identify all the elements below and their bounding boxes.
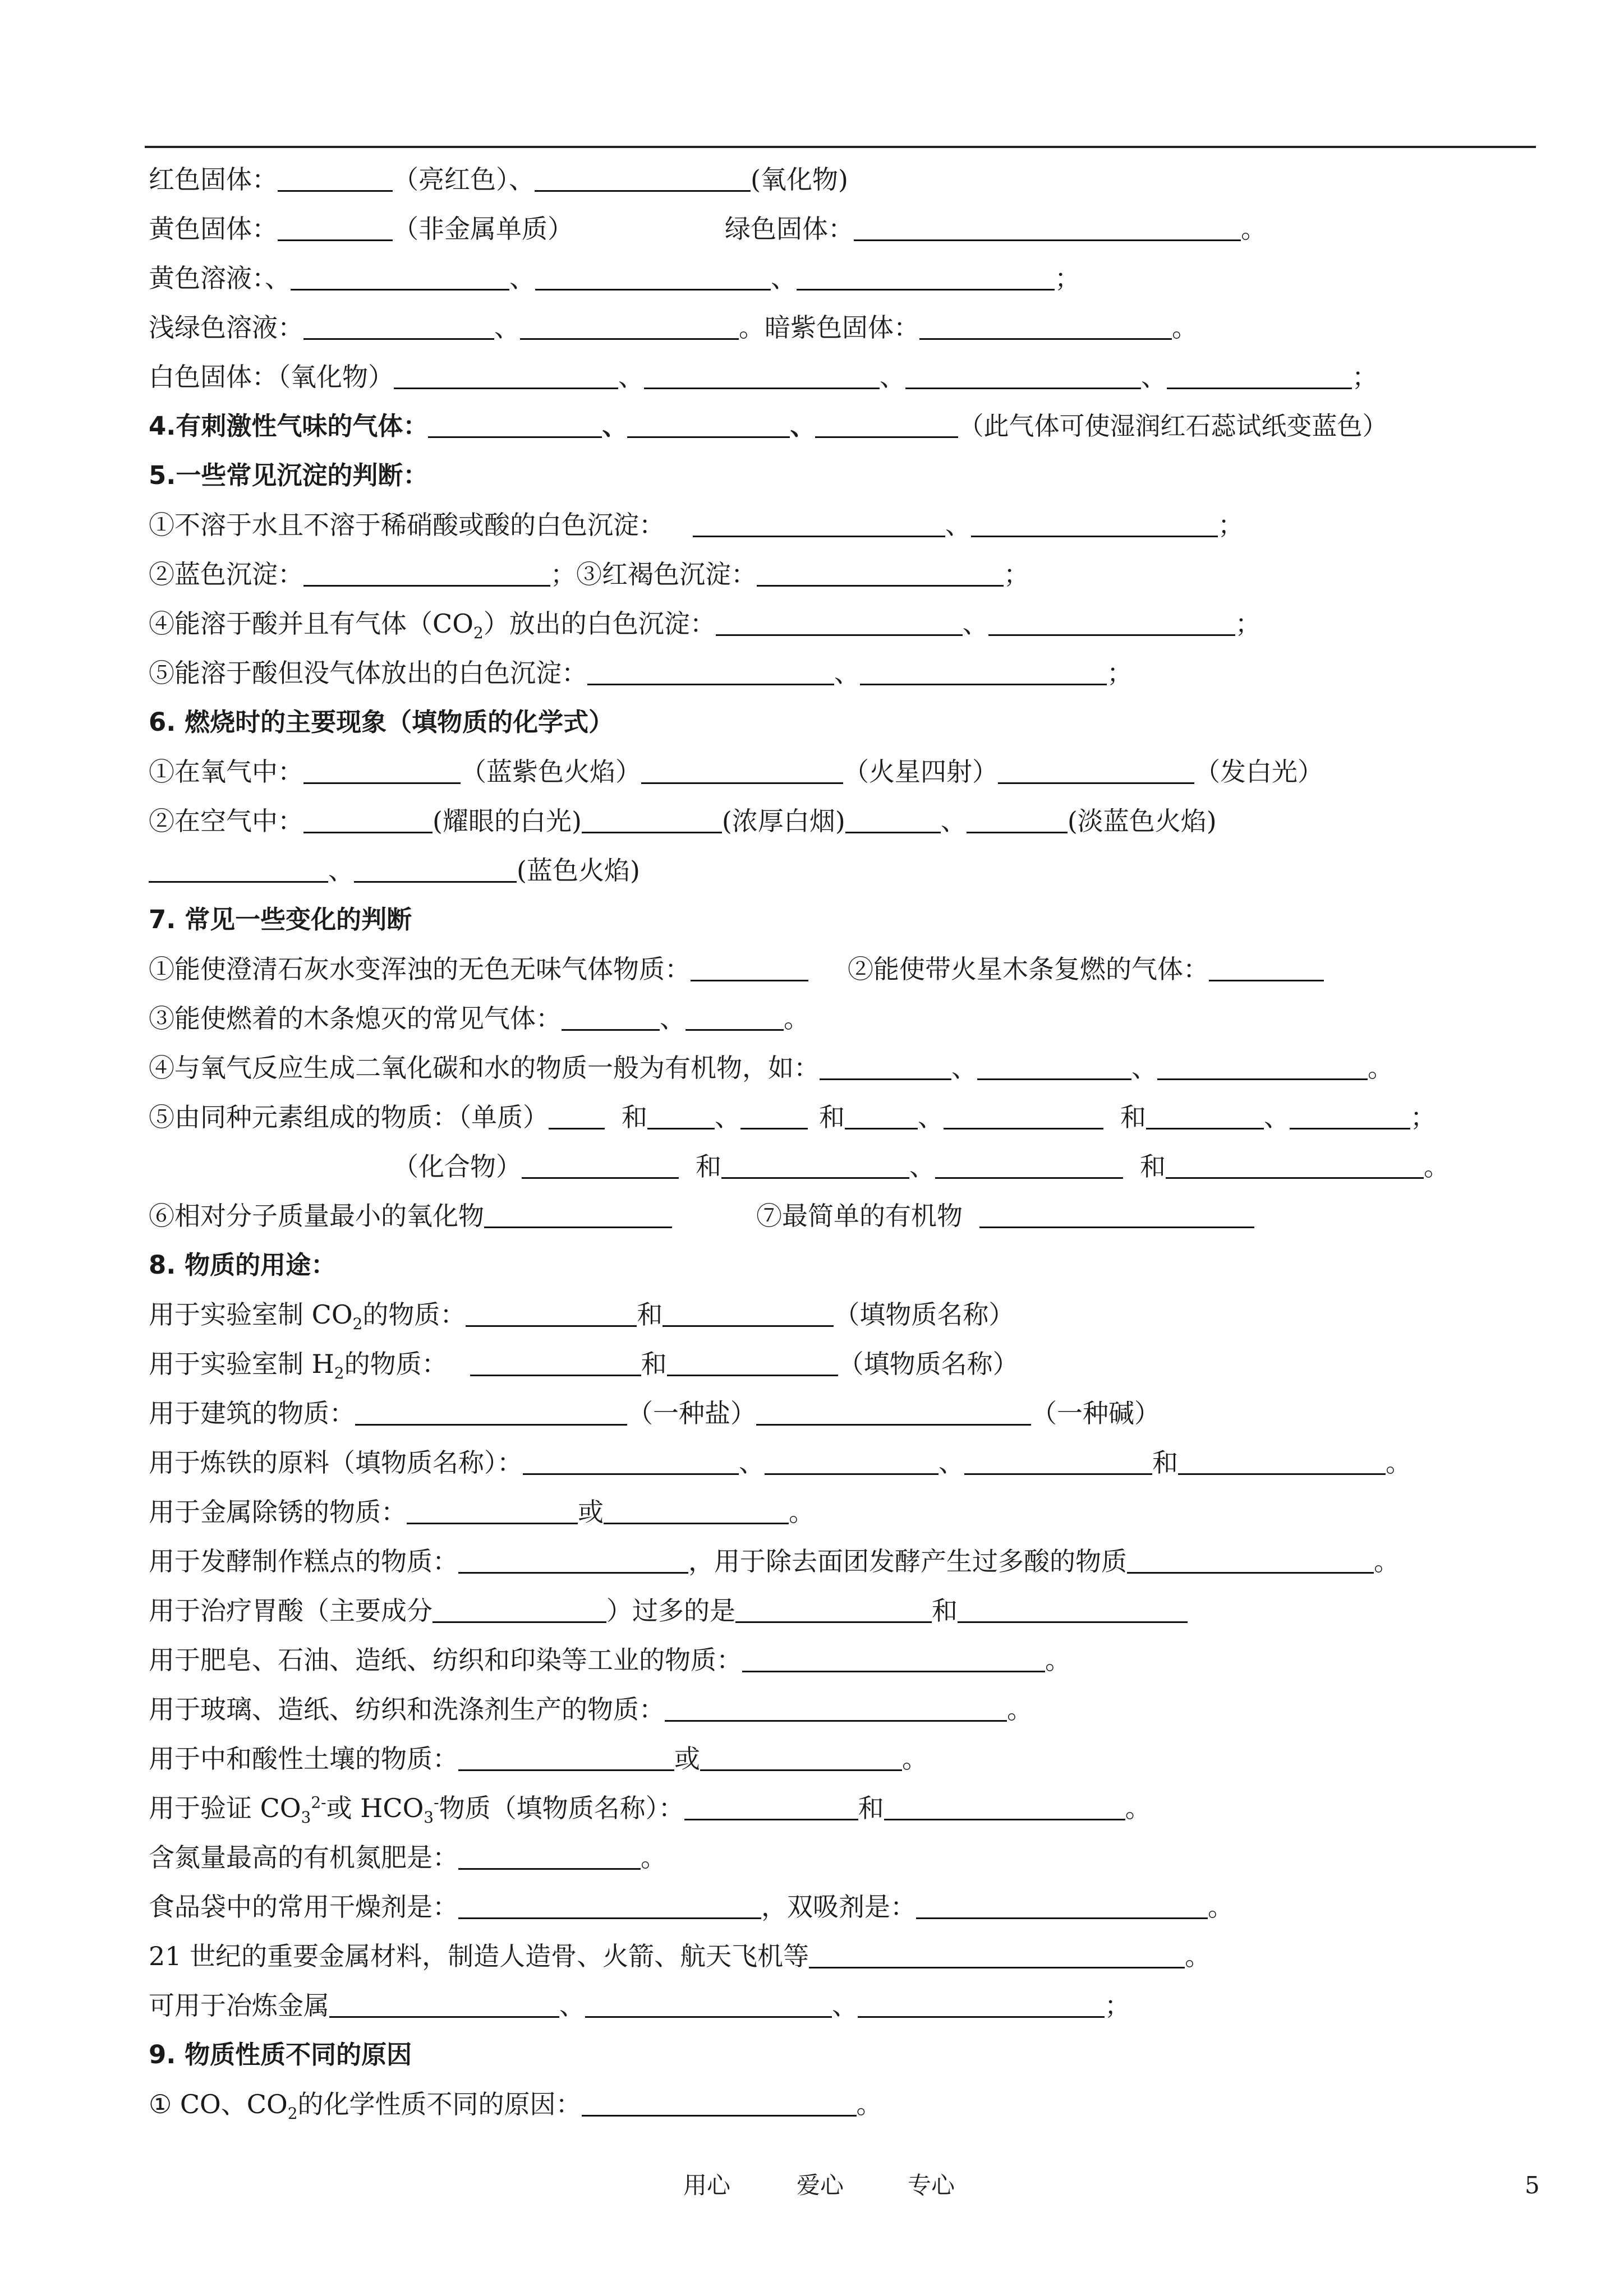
blank[interactable] — [520, 307, 739, 340]
blank[interactable] — [1166, 1146, 1424, 1179]
blank[interactable] — [484, 1195, 672, 1228]
blank[interactable] — [860, 652, 1107, 685]
blank[interactable] — [604, 1491, 789, 1524]
blank[interactable] — [354, 850, 517, 883]
heading-6: 6. 燃烧时的主要现象（填物质的化学式） — [149, 707, 614, 737]
blank[interactable] — [535, 257, 771, 291]
line-in-air: ②在空气中： (耀眼的白光) (浓厚白烟) 、 (淡蓝色火焰) — [149, 796, 1217, 846]
line-lab-h2: 用于实验室制 $H_2$的物质： 和 （填物质名称） — [149, 1339, 1019, 1389]
line-nitrogen-fertilizer: 含氮量最高的有机氮肥是： 。 — [149, 1833, 666, 1882]
blank[interactable] — [291, 257, 509, 291]
footer-text-2: 爱心 — [797, 2171, 844, 2199]
heading-8: 8. 物质的用途： — [149, 1250, 337, 1280]
line-acid-soluble-precipitate: ⑤能溶于酸但没气体放出的白色沉淀： 、 ； — [149, 648, 1133, 698]
line-co-co2: ① CO、$CO_2$的化学性质不同的原因： 。 — [149, 2080, 882, 2129]
line-glass-industry: 用于玻璃、造纸、纺织和洗涤剂生产的物质： 。 — [149, 1685, 1033, 1734]
line-in-oxygen: ①在氧气中： （蓝紫色火焰） （火星四射） （发白光） — [149, 747, 1323, 796]
blank[interactable] — [407, 1491, 578, 1524]
blank[interactable] — [1178, 1442, 1386, 1475]
blank[interactable] — [663, 1294, 834, 1327]
blank[interactable] — [428, 405, 602, 438]
blank[interactable] — [809, 1935, 1185, 1968]
line-soap-industry: 用于肥皂、石油、造纸、纺织和印染等工业的物质： 。 — [149, 1635, 1071, 1685]
blank[interactable] — [684, 1787, 858, 1820]
line-stomach-acid: 用于治疗胃酸（主要成分 ）过多的是 和 — [149, 1586, 1188, 1635]
blank[interactable] — [693, 504, 945, 537]
blank[interactable] — [845, 800, 941, 833]
blank[interactable] — [644, 356, 880, 389]
line-rust-removal: 用于金属除锈的物质： 或 。 — [149, 1487, 815, 1537]
blank[interactable] — [998, 751, 1194, 784]
line-metal-material: 21 世纪的重要金属材料，制造人造骨、火箭、航天飞机等 。 — [149, 1931, 1211, 1981]
blank[interactable] — [884, 1787, 1125, 1820]
blank[interactable] — [303, 800, 433, 833]
line-same-element-simple: ⑤由同种元素组成的物质：（单质） 和 、 和 、 和 、 ； — [149, 1092, 1436, 1142]
line-smelting: 可用于冶炼金属 、 、 ； — [149, 1981, 1130, 2030]
blank[interactable] — [470, 1343, 641, 1376]
blank[interactable] — [1290, 1096, 1410, 1129]
heading-7: 7. 常见一些变化的判断 — [149, 905, 412, 934]
blank[interactable] — [394, 356, 618, 389]
blank[interactable] — [740, 1096, 808, 1129]
blank[interactable] — [667, 1343, 838, 1376]
blank[interactable] — [278, 208, 393, 241]
blank[interactable] — [303, 751, 461, 784]
blank[interactable] — [466, 1294, 637, 1327]
line-yellow-solution: 黄色溶液：、 、 、 ； — [149, 253, 1080, 303]
blank[interactable] — [935, 1146, 1123, 1179]
blank[interactable] — [944, 1096, 1103, 1129]
blank[interactable] — [587, 652, 834, 685]
blank[interactable] — [1127, 1541, 1374, 1574]
blank[interactable] — [1146, 1096, 1264, 1129]
line-smallest-oxide: ⑥相对分子质量最小的氧化物 ⑦最简单的有机物 — [149, 1191, 1254, 1241]
blank[interactable] — [977, 1047, 1131, 1080]
line-organic: ④与氧气反应生成二氧化碳和水的物质一般为有机物，如： 、 、 。 — [149, 1043, 1393, 1092]
line-desiccant: 食品袋中的常用干燥剂是： ，双吸剂是： 。 — [149, 1882, 1234, 1931]
blank[interactable] — [582, 800, 722, 833]
line-lab-co2: 用于实验室制 $CO_2$的物质： 和 （填物质名称） — [149, 1290, 1014, 1339]
blank[interactable] — [149, 850, 328, 883]
blank[interactable] — [458, 1738, 674, 1771]
heading-9: 9. 物质性质不同的原因 — [149, 2040, 412, 2069]
blank[interactable] — [716, 603, 963, 636]
blank[interactable] — [1167, 356, 1352, 389]
blank[interactable] — [1209, 948, 1324, 981]
line-ironmaking: 用于炼铁的原料（填物质名称）： 、 、 和 。 — [149, 1438, 1411, 1487]
blank[interactable] — [641, 751, 843, 784]
blank[interactable] — [329, 1985, 559, 2018]
line-acidic-soil: 用于中和酸性土壤的物质： 或 。 — [149, 1734, 928, 1783]
line-pale-green-solution: 浅绿色溶液： 、 。暗紫色固体： 。 — [149, 303, 1198, 352]
line-white-solid: 白色固体：（氧化物） 、 、 、 ； — [149, 352, 1378, 402]
blank[interactable] — [665, 1689, 1007, 1722]
blank[interactable] — [522, 1146, 679, 1179]
blank[interactable] — [958, 1590, 1188, 1623]
footer-text-3: 专心 — [908, 2171, 955, 2199]
blank[interactable] — [523, 1442, 739, 1475]
line-limewater: ①能使澄清石灰水变浑浊的无色无味气体物质： ②能使带火星木条复燃的气体： — [149, 944, 1324, 994]
blank[interactable] — [905, 356, 1141, 389]
blank[interactable] — [815, 405, 958, 438]
line-yellow-solid: 黄色固体： （非金属单质） 绿色固体： 。 — [149, 204, 1267, 253]
blank[interactable] — [797, 257, 1055, 291]
blank[interactable] — [549, 1096, 605, 1129]
blank[interactable] — [971, 504, 1218, 537]
blank[interactable] — [721, 1146, 909, 1179]
blank[interactable] — [919, 307, 1172, 340]
blank[interactable] — [845, 1096, 918, 1129]
blank[interactable] — [964, 1442, 1152, 1475]
blank[interactable] — [303, 554, 550, 587]
header-rule — [145, 146, 1536, 148]
blank[interactable] — [858, 1985, 1105, 2018]
blank[interactable] — [686, 998, 784, 1031]
blank[interactable] — [979, 1195, 1254, 1228]
blank[interactable] — [1157, 1047, 1368, 1080]
blank[interactable] — [458, 1541, 688, 1574]
blank[interactable] — [756, 1393, 1031, 1426]
heading-5: 5.一些常见沉淀的判断： — [149, 460, 429, 490]
line-carbonate-test: 用于验证 $CO_3^{2-}$或 $HCO_3^-$物质（填物质名称）： 和 。 — [149, 1783, 1151, 1833]
line-blue-precipitate: ②蓝色沉淀： ；③红褐色沉淀： ； — [149, 550, 1029, 599]
line-building: 用于建筑的物质： （一种盐） （一种碱） — [149, 1389, 1160, 1438]
blank[interactable] — [355, 1393, 627, 1426]
blank[interactable] — [647, 1096, 715, 1129]
blank[interactable] — [854, 208, 1241, 241]
blank[interactable] — [757, 554, 1004, 587]
blank[interactable] — [742, 1639, 1045, 1672]
blank[interactable] — [562, 998, 660, 1031]
line-same-element-compound: （化合物） 和 、 和 。 — [393, 1142, 1450, 1191]
blank[interactable] — [278, 159, 393, 192]
line-blue-flame: 、 (蓝色火焰) — [149, 846, 640, 895]
footer-text-1: 用心 — [683, 2171, 731, 2199]
blank[interactable] — [820, 1047, 951, 1080]
line-insoluble-precipitate: ①不溶于水且不溶于稀硝酸或酸的白色沉淀： 、 ； — [149, 500, 1244, 550]
blank[interactable] — [433, 1590, 606, 1623]
blank[interactable] — [585, 1985, 832, 2018]
blank[interactable] — [735, 1590, 932, 1623]
page-number: 5 — [1525, 2171, 1540, 2199]
blank[interactable] — [627, 405, 790, 438]
line-extinguish: ③能使燃着的木条熄灭的常见气体： 、 。 — [149, 994, 809, 1043]
blank[interactable] — [582, 2083, 857, 2117]
line-co2-precipitate: ④能溶于酸并且有气体$(CO_2)$放出的白色沉淀： 、 ； — [149, 599, 1261, 648]
blank[interactable] — [988, 603, 1235, 636]
line-fermentation: 用于发酵制作糕点的物质： ，用于除去面团发酵产生过多酸的物质 。 — [149, 1537, 1400, 1586]
blank[interactable] — [765, 1442, 938, 1475]
blank[interactable] — [967, 800, 1068, 833]
blank[interactable] — [691, 948, 808, 981]
line-pungent-gas: 4.有刺激性气味的气体： 、 、 （此气体可使湿润红石蕊试纸变蓝色） — [149, 402, 1387, 451]
blank[interactable] — [535, 159, 751, 192]
blank[interactable] — [458, 1886, 761, 1919]
line-red-solid: 红色固体： （亮红色）、 (氧化物) — [149, 155, 848, 204]
blank[interactable] — [916, 1886, 1208, 1919]
blank[interactable] — [458, 1837, 641, 1870]
blank[interactable] — [700, 1738, 902, 1771]
blank[interactable] — [303, 307, 494, 340]
